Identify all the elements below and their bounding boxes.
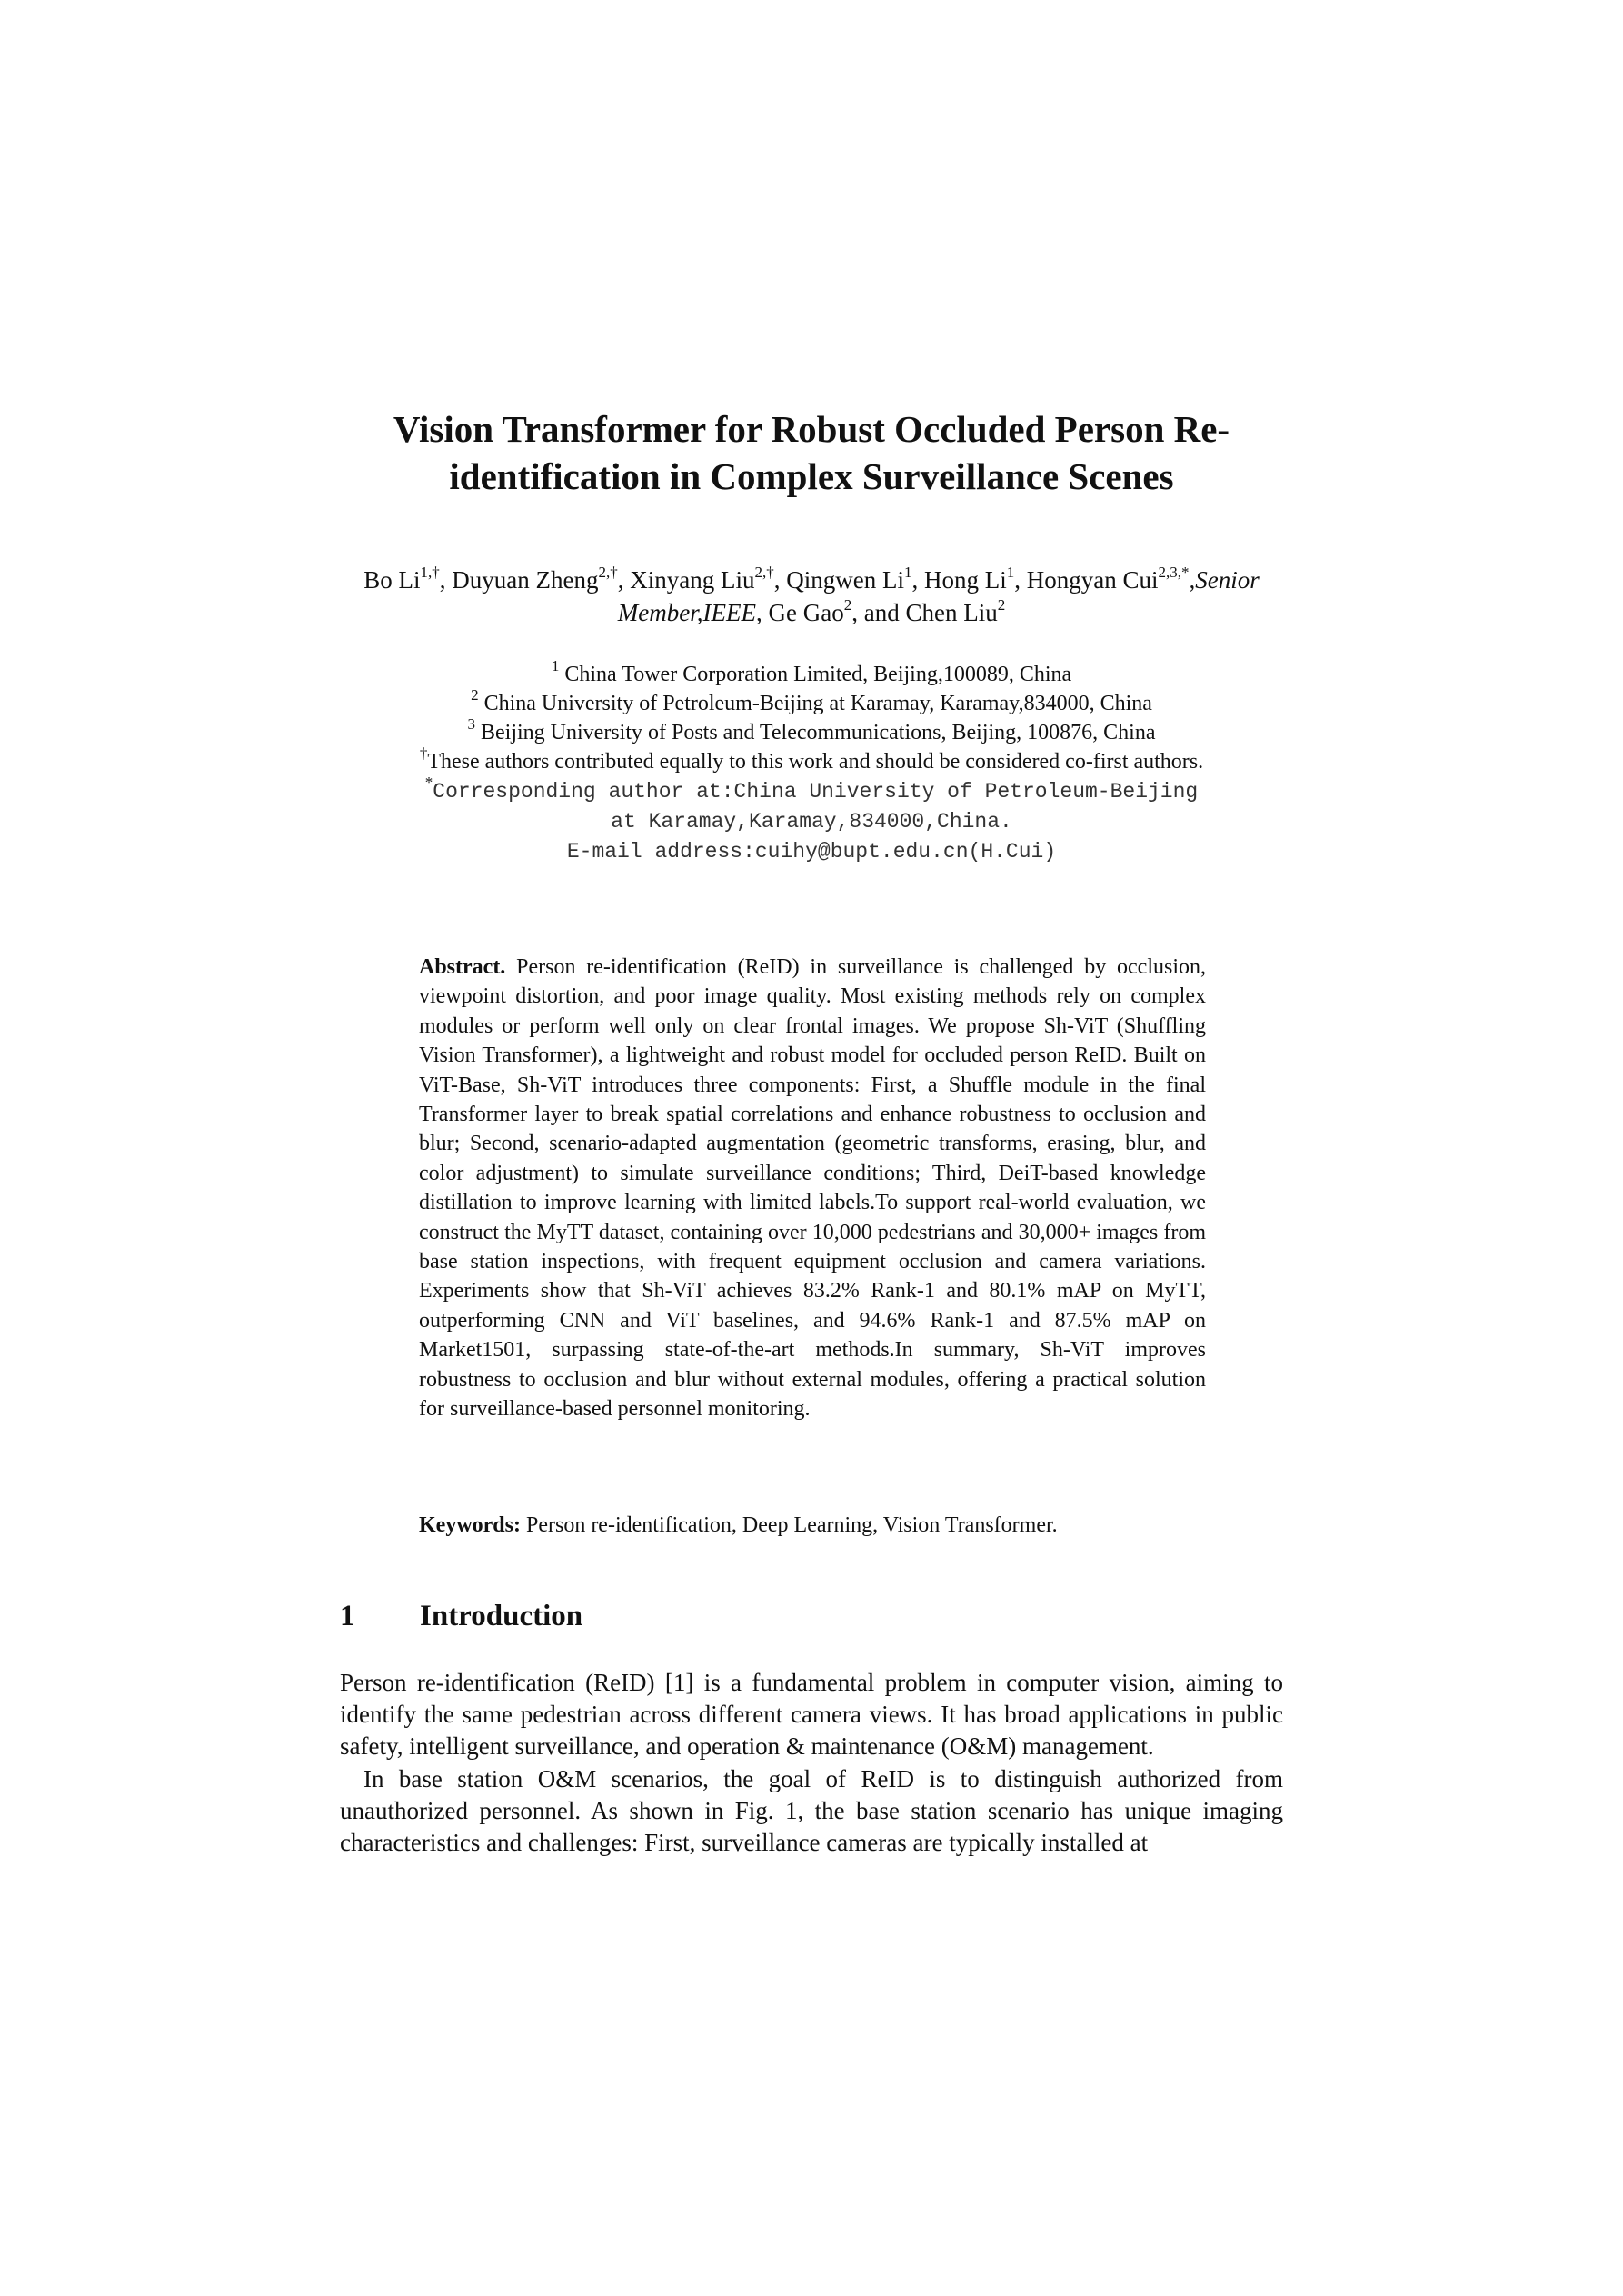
section-number: 1 bbox=[340, 1600, 355, 1632]
corresponding-text: Corresponding author at:China University of Petroleum-Beijing bbox=[433, 780, 1199, 804]
author-name: , and Chen Liu bbox=[851, 599, 998, 626]
author-sup: 1 bbox=[1006, 564, 1015, 581]
abstract bbox=[419, 953, 1206, 1424]
author-name: , Duyuan Zheng bbox=[439, 566, 599, 594]
section-heading bbox=[340, 1598, 582, 1634]
affiliation-text: China University of Petroleum-Beijing at Karamay, Karamay,834000, China bbox=[483, 692, 1152, 715]
email-text: E-mail address:cuihy@bupt.edu.cn(H.Cui) bbox=[566, 840, 1057, 863]
note-sup: † bbox=[419, 744, 428, 762]
abstract-text: Person re-identification (ReID) in surveillance is challenged by occlusion, viewpoint distortion, and poor image quality. Most existing methods rely on complex modules or perform well only on clear frontal images. We propose Sh-ViT (Shuffling Vision Transformer), a lightweight and robust model for occluded person ReID. Built on ViT-Base, Sh-ViT introduces three components: First, a Shuffle module in the final Transformer layer to break spatial correlations and enhance robustness to occlusion and blur; Second, scenario-adapted augmentation (geometric transforms, erasing, blur, and color adjustment) to simulate surveillance conditions; Third, DeiT-based knowledge distillation to improve learning with limited labels.To support real-world evaluation, we construct the MyTT dataset, containing over 10,000 pedestrians and 30,000+ images from base station inspections, with frequent equipment occlusion and camera variations. Experiments show that Sh-ViT achieves 83.2% Rank-1 and 80.1% mAP on MyTT, outperforming CNN and ViT baselines, and 94.6% Rank-1 and 87.5% mAP on Market1501, surpassing state-of-the-art methods.In summary, Sh-ViT improves robustness to occlusion and blur without external modules, offering a practical solution for surveillance-based personnel monitoring. bbox=[419, 955, 1206, 1422]
equal-contribution-note bbox=[345, 744, 1278, 776]
corresponding-author-line-2 bbox=[345, 806, 1278, 836]
affiliation-2 bbox=[345, 686, 1278, 718]
corresponding-author-line-1 bbox=[345, 776, 1278, 806]
paragraph: In base station O&M scenarios, the goal of ReID is to distinguish authorized from unauthorized personnel. As shown in Fig. 1, the base station scenario has unique imaging characteristics and challenges: First, surveillance cameras are typically installed at bbox=[340, 1764, 1283, 1857]
affiliation-sup: 3 bbox=[467, 715, 475, 733]
title-line-2: identification in Complex Surveillance Scenes bbox=[449, 455, 1174, 497]
author-name: , Hongyan Cui bbox=[1014, 566, 1159, 594]
author-sup: 2,† bbox=[754, 564, 774, 581]
author-name: , Hong Li bbox=[911, 566, 1007, 594]
corresponding-email bbox=[345, 836, 1278, 866]
affiliation-text: China Tower Corporation Limited, Beijing,100089, China bbox=[564, 663, 1072, 686]
author-sup: 2,3,* bbox=[1158, 564, 1190, 581]
introduction-body bbox=[340, 1667, 1283, 1859]
author-title: ,Senior Member,IEEE bbox=[617, 566, 1260, 626]
section-title: Introduction bbox=[420, 1600, 583, 1632]
author-sup: 2 bbox=[843, 596, 852, 614]
paragraph: Person re-identification (ReID) [1] is a fundamental problem in computer vision, aiming to identify the same pedestrian across different camera views. It has broad applications in public safety, intelligent surveillance, and operation & maintenance (O&M) management. bbox=[340, 1669, 1283, 1761]
author-sup: 1,† bbox=[420, 564, 440, 581]
affiliation-sup: 2 bbox=[471, 686, 479, 704]
author-sup: 2,† bbox=[598, 564, 618, 581]
affiliation-text: Beijing University of Posts and Telecommunications, Beijing, 100876, China bbox=[481, 721, 1156, 744]
author-sup: 1 bbox=[903, 564, 912, 581]
keywords bbox=[419, 1511, 1206, 1540]
paper-title bbox=[357, 405, 1266, 500]
corresponding-text: at Karamay,Karamay,834000,China. bbox=[611, 810, 1012, 834]
title-line-1: Vision Transformer for Robust Occluded Person Re- bbox=[393, 408, 1230, 450]
affiliation-1 bbox=[345, 657, 1278, 689]
author-list bbox=[345, 564, 1278, 629]
affiliation-sup: 1 bbox=[551, 657, 560, 674]
note-text: These authors contributed equally to this work and should be considered co-first authors. bbox=[427, 750, 1204, 774]
author-sup: 2 bbox=[997, 596, 1006, 614]
keywords-label: Keywords: bbox=[419, 1513, 521, 1537]
corresponding-sup: * bbox=[424, 774, 433, 791]
affiliations bbox=[345, 657, 1278, 866]
author-name: , Qingwen Li bbox=[773, 566, 904, 594]
affiliation-3 bbox=[345, 715, 1278, 747]
author-name: , Ge Gao bbox=[756, 599, 844, 626]
keywords-text: Person re-identification, Deep Learning, Vision Transformer. bbox=[525, 1513, 1058, 1537]
abstract-label: Abstract. bbox=[419, 955, 506, 979]
author-name: , Xinyang Liu bbox=[617, 566, 755, 594]
author-name: Bo Li bbox=[363, 566, 421, 594]
